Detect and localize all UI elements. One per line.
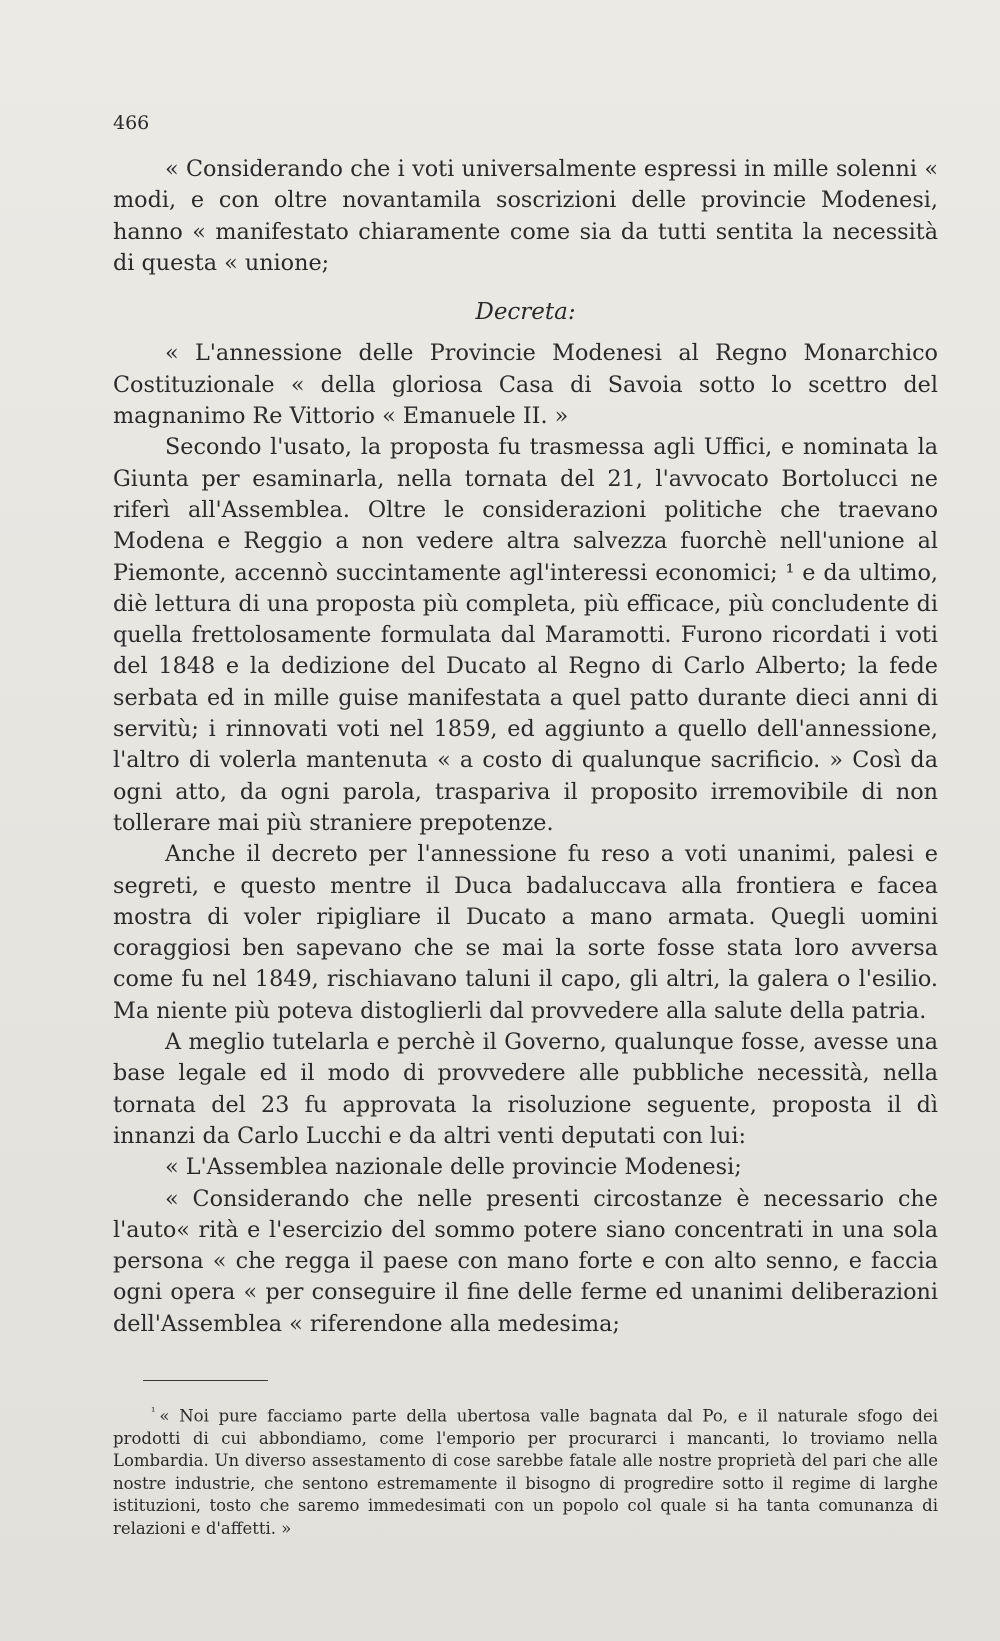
- decreta-heading: Decreta:: [475, 299, 576, 326]
- paragraph-considerando-2: « Considerando che nelle presenti circostanze è necessario che l'auto« rità e l'esercizio del sommo potere siano concentrati in una sola persona « che regga il paese con mano forte e con alto senno, e faccia ogni opera « per conseguire il fine delle ferme ed unanimi deliberazioni dell'Assemblea « riferendone alla medesima;: [113, 1185, 938, 1337]
- paragraph-a-meglio: A meglio tutelarla e perchè il Governo, qualunque fosse, avesse una base legale ed il modo di provvedere alle pubbliche necessità, nella tornata del 23 fu approvata la risoluzione seguente, proposta il dì innanzi da Carlo Lucchi e da altri venti deputati con lui:: [113, 1029, 938, 1149]
- footnotes: [113, 1401, 938, 1541]
- footnote-divider: [143, 1380, 268, 1381]
- footnote-text: « Noi pure facciamo parte della ubertosa valle bagnata dal Po, e il naturale sfogo dei prodotti di cui abbondiamo, come l'emporio per procurarci i mancanti, lo troviamo nella Lombardia. Un diverso assestamento di cose sarebbe fatale alle nostre proprietà del pari che alle nostre industrie, che sentono estremamente il bisogno di progredire sotto il regime di larghe istituzioni, tosto che saremo immedesimati con un popolo col quale si ha tanta comunanza di relazioni e d'affetti. »: [113, 1406, 938, 1538]
- paragraph-anche: Anche il decreto per l'annessione fu reso a voti unanimi, palesi e segreti, e questo mentre il Duca badaluccava alla frontiera e facea mostra di voler ripigliare il Ducato a mano armata. Quegli uomini coraggiosi ben sapevano che se mai la sorte fosse stata loro avversa come fu nel 1849, rischiavano taluni il capo, gli altri, la galera o l'esilio. Ma niente più poteva distoglierli dal provvedere alla salute della patria.: [113, 841, 938, 1024]
- paragraph-secondo: Secondo l'usato, la proposta fu trasmessa agli Uffici, e nominata la Giunta per esaminarla, nella tornata del 21, l'avvocato Bortolucci ne riferì all'Assemblea. Oltre le considerazioni politiche che traevano Modena e Reggio a non vedere altra salvezza fuorchè nell'unione al Piemonte, accennò succintamente agl'interessi economici; ¹ e da ultimo, diè lettura di una proposta più completa, più efficace, più concludente di quella frettolosamente formulata dal Maramotti. Furono ricordati i voti del 1848 e la dedizione del Ducato al Regno di Carlo Alberto; la fede serbata ed in mille guise manifestata a quel patto durante dieci anni di servitù; i rinnovati voti nel 1859, ed aggiunto a quello dell'annessione, l'altro di volerla mantenuta « a costo di qualunque sacrificio. » Così da ogni atto, da ogni parola, traspariva il proposito irremovibile di non tollerare mai più straniere prepotenze.: [113, 434, 938, 836]
- main-text: [113, 154, 938, 1340]
- footnote-mark: ¹: [151, 1404, 156, 1418]
- paragraph-assemblea: « L'Assemblea nazionale delle provincie Modenesi;: [165, 1154, 742, 1181]
- footnote-1: [113, 1401, 938, 1541]
- paragraph-considerando: « Considerando che i voti universalmente espressi in mille solenni « modi, e con oltre novantamila soscrizioni delle provincie Modenesi, hanno « manifestato chiaramente come sia da tutti sentita la necessità di questa « unione;: [113, 156, 938, 276]
- paragraph-annessione: « L'annessione delle Provincie Modenesi al Regno Monarchico Costituzionale « della gloriosa Casa di Savoia sotto lo scettro del magnanimo Re Vittorio « Emanuele II. »: [113, 340, 938, 430]
- page-number: 466: [113, 112, 150, 134]
